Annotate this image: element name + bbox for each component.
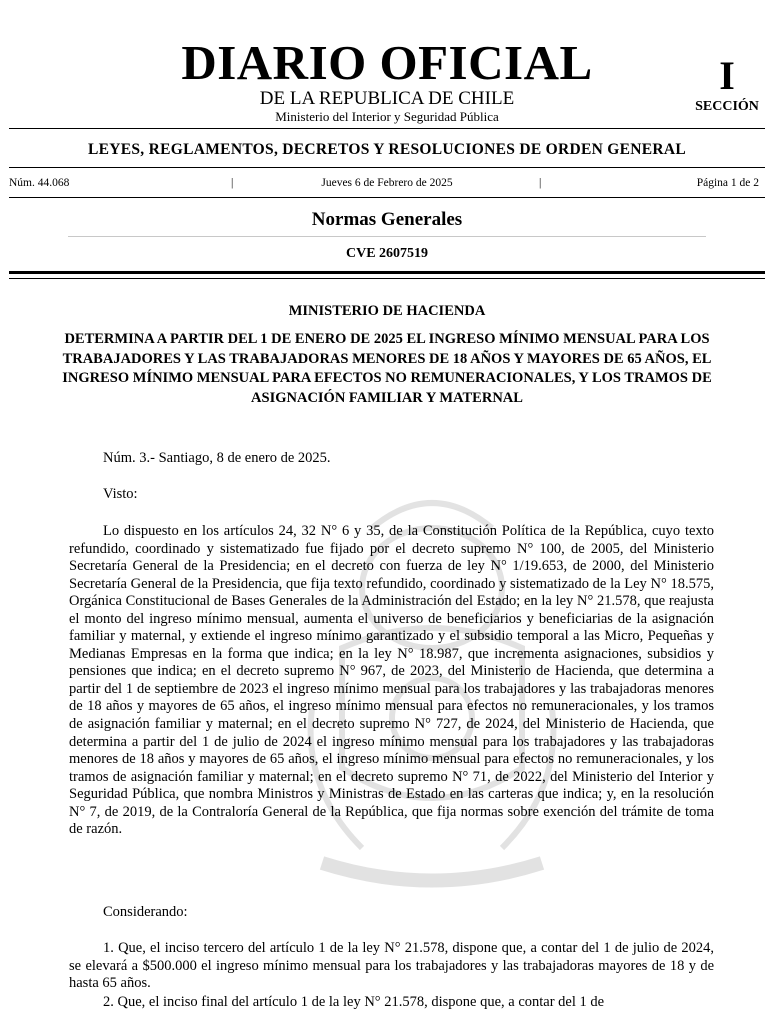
gazette-subtitle: DE LA REPUBLICA DE CHILE xyxy=(259,88,515,109)
header-thin-rule xyxy=(9,278,765,279)
banner-divider xyxy=(9,167,765,168)
ministry-heading: MINISTERIO DE HACIENDA xyxy=(288,303,486,319)
section-number: I xyxy=(719,53,735,98)
considerando-label: Considerando: xyxy=(103,904,188,920)
section-label: SECCIÓN xyxy=(695,99,759,114)
norms-divider xyxy=(68,236,706,237)
meta-separator: | xyxy=(539,177,542,189)
issue-meta-row xyxy=(9,178,765,194)
meta-divider xyxy=(9,197,765,198)
decree-title: DETERMINA A PARTIR DEL 1 DE ENERO DE 2025 EL INGRESO MÍNIMO MENSUAL PARA LOS TRABAJADORES Y LAS TRABAJADORAS MENORES DE 18 AÑOS Y MAYORES DE 65 AÑOS, EL INGRESO MÍNIMO MENSUAL PARA EFECTOS NO REMUNERACIONALES, Y LOS TRAMOS DE ASIGNACIÓN FAMILIAR Y MATERNAL xyxy=(62,331,712,407)
meta-separator: | xyxy=(231,177,234,189)
visto-label: Visto: xyxy=(103,486,138,502)
page-indicator: Página 1 de 2 xyxy=(696,177,759,189)
masthead-divider xyxy=(9,128,765,129)
norms-title: Normas Generales xyxy=(311,209,463,230)
cve-code: CVE 2607519 xyxy=(345,246,429,261)
issue-number: Núm. 44.068 xyxy=(9,177,70,189)
gazette-ministry: Ministerio del Interior y Seguridad Pública xyxy=(275,109,499,124)
issue-date: Jueves 6 de Febrero de 2025 xyxy=(321,177,453,189)
considerando-paragraph-2: 2. Que, el inciso final del artículo 1 de la ley N° 21.578, dispone que, a contar del 1 de xyxy=(103,994,605,1010)
decree-number-line: Núm. 3.- Santiago, 8 de enero de 2025. xyxy=(103,450,331,466)
header-thick-rule xyxy=(9,271,765,274)
gazette-title: DIARIO OFICIAL xyxy=(181,35,593,90)
visto-paragraph: Lo dispuesto en los artículos 24, 32 N° 6 y 35, de la Constitución Política de la República, cuyo texto refundido, coordinado y sistematizado fue fijado por el decreto supremo N° 100, de 2005, del Ministerio Secretaría General de la Presidencia; en el decreto con fuerza de ley N° 1/19.653, de 2000, del Ministerio Secretaría General de la Presidencia, que fija texto refundido, coordinado y sistematizado de la Ley N° 18.575, Orgánica Constitucional de Bases Generales de la Administración del Estado; en la ley N° 21.578, que reajusta el monto del ingreso mínimo mensual, aumenta el universo de beneficiarios y beneficiarias de la asignación familiar y maternal, y extiende el ingreso mínimo garantizado y el subsidio temporal a las Micro, Pequeñas y Medianas Empresas en la forma que indica; en la ley N° 18.987, que incrementa asignaciones, subsidios y pensiones que indica; en el decreto supremo N° 967, de 2023, del Ministerio de Hacienda, que determina a partir del 1 de septiembre de 2023 el ingreso mínimo mensual para los trabajadores y las trabajadoras menores de 18 años y mayores de 65 años, el ingreso mínimo mensual para efectos no remuneracionales, y los tramos de asignación familiar y maternal; en el decreto supremo N° 727, de 2024, del Ministerio de Hacienda, que determina a partir del 1 de julio de 2024 el ingreso mínimo mensual para los trabajadores y las trabajadoras menores de 18 años y mayores de 65 años, el ingreso mínimo mensual para efectos no remuneracionales, y los tramos de asignación familiar y maternal; en el decreto supremo N° 71, de 2022, del Ministerio del Interior y Seguridad Pública, que nombra Ministros y Ministras de Estado en las carteras que indica; y, en la resolución N° 7, de 2019, de la Contraloría General de la República, que fija normas sobre exención del trámite de toma de razón. xyxy=(69,523,714,838)
considerando-paragraph-1: 1. Que, el inciso tercero del artículo 1 de la ley N° 21.578, dispone que, a contar del 1 de julio de 2024, se elevará a $500.000 el ingreso mínimo mensual para los trabajadores y las trabajadoras mayores de 18 y de hasta 65 años. xyxy=(69,940,714,992)
section-banner: LEYES, REGLAMENTOS, DECRETOS Y RESOLUCIONES DE ORDEN GENERAL xyxy=(87,141,687,158)
